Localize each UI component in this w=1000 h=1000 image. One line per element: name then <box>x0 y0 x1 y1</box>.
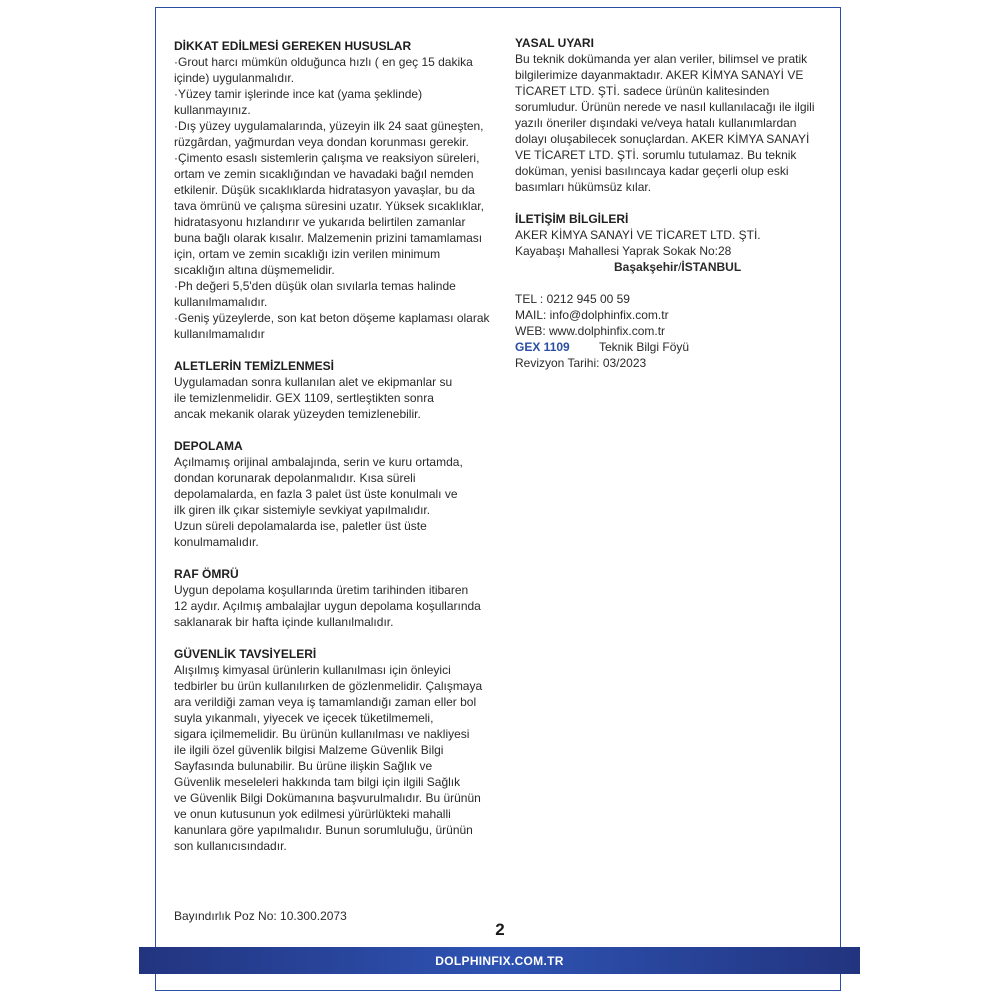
legal-text: Bu teknik dokümanda yer alan veriler, bilimsel ve pratik bilgilerimize dayanmaktadır. AKER KİMYA SANAYİ VE TİCARET LTD. ŞTİ. sadece ürünün kalitesinden sorumludur. Ürünün nerede ve nasıl kullanılacağı ile ilgili yazılı öneriler dışındaki ve/veya hatalı kullanımlardan dolayı oluşabilecek sonuçlardan. AKER KİMYA SANAYİ VE TİCARET LTD. ŞTİ. sorumlu tutulamaz. Bu teknik doküman, yenisi basılıncaya kadar geçerli olup eski basımları hükümsüz kılar. <box>515 52 815 194</box>
address-line: Kayabaşı Mahallesi Yaprak Sokak No:28 <box>515 244 732 258</box>
section-heading: GÜVENLİK TAVSİYELERİ <box>174 647 317 661</box>
section-text: Alışılmış kimyasal ürünlerin kullanılması için önleyici tedbirler bu ürün kullanılırken de gözlenmelidir. Çalışmaya ara verildiği zaman veya iş tamamlandığı zaman eller bol suyla yıkanmalı, yiyecek ve içecek tüketilmemeli, sigara içilmemelidir. Bu ürünün kullanılması ve nakliyesi ile ilgili özel güvenlik bilgisi Malzeme Güvenlik Bilgi Sayfasında bulunabilir. Bu ürüne ilişkin Sağlık ve Güvenlik meseleleri hakkında tam bilgi için ilgili Sağlık ve Güvenlik Bilgi Dokümanına başvurulmalıdır. Bu ürünün ve onun kutusunun yok edilmesi yürürlükteki mahalli kanunlara göre yapılmalıdır. Bunun sorumluluğu, ürünün son kullanıcısındadır. <box>174 663 483 853</box>
section-storage <box>174 438 504 550</box>
district: Başakşehir <box>614 260 679 274</box>
section-safety <box>174 646 504 854</box>
footer-website-link[interactable]: DOLPHINFIX.COM.TR <box>435 953 564 968</box>
spacer <box>515 275 835 291</box>
section-contact <box>515 211 835 371</box>
revision-date: Revizyon Tarihi: 03/2023 <box>515 356 647 370</box>
section-text: Açılmamış orijinal ambalajında, serin ve kuru ortamda, dondan korunarak depolanmalıdır. Kısa süreli depolamalarda, en fazla 3 palet üst üste konulmalı ve ilk giren ilk çıkar sistemiyle sevkiyat yapılmalıdır. Uzun süreli depolamalarda ise, paletler üst üste konulmamalıdır. <box>174 455 463 549</box>
section-text: Uygulamadan sonra kullanılan alet ve ekipmanlar su ile temizlenmelidir. GEX 1109, sertleştikten sonra ancak mekanik olarak yüzeyden temizlenebilir. <box>174 375 453 421</box>
contact-heading: İLETİŞİM BİLGİLERİ <box>515 212 629 226</box>
section-legal <box>515 35 835 195</box>
section-heading: ALETLERİN TEMİZLENMESİ <box>174 359 334 373</box>
section-text: Uygun depolama koşullarında üretim tarihinden itibaren 12 aydır. Açılmış ambalajlar uygun depolama koşullarında saklanarak bir hafta içinde kullanılmalıdır. <box>174 583 481 629</box>
website: WEB: www.dolphinfix.com.tr <box>515 324 666 338</box>
section-heading: RAF ÖMRÜ <box>174 567 239 581</box>
legal-heading: YASAL UYARI <box>515 36 594 50</box>
document-type: Teknik Bilgi Föyü <box>599 340 690 354</box>
city-line <box>515 259 835 275</box>
right-column <box>515 35 835 387</box>
section-precautions <box>174 38 504 342</box>
bayindirlik-poz-no: Bayındırlık Poz No: 10.300.2073 <box>174 909 347 923</box>
section-tool-cleaning <box>174 358 504 422</box>
product-line <box>515 339 835 355</box>
company-name: AKER KİMYA SANAYİ VE TİCARET LTD. ŞTİ. <box>515 228 761 242</box>
section-text: ·Grout harcı mümkün olduğunca hızlı ( en geç 15 dakika içinde) uygulanmalıdır. ·Yüzey tamir işlerinde ince kat (yama şeklinde) kullanmayınız. ·Dış yüzey uygulamalarında, yüzeyin ilk 24 saat güneşten, rüzgârdan, yağmurdan veya dondan korunması gerekir. ·Çimento esaslı sistemlerin çalışma ve reaksiyon süreleri, ortam ve zemin sıcaklığından ve havadaki bağıl nemden etkilenir. Düşük sıcaklıklarda hidratasyon yavaşlar, bu da tava ömrünü ve çalışma süresini uzatır. Yüksek sıcaklıklar, hidratasyonu hızlandırır ve yukarıda belirtilen zamanlar buna bağlı olarak kısalır. Malzemenin prizini tamamlaması için, ortam ve zemin sıcaklığı izin verilen minimum sıcaklığın altına düşmemelidir. ·Ph değeri 5,5'den düşük olan sıvılarla temas halinde kullanılmamalıdır. ·Geniş yüzeylerde, son kat beton döşeme kaplaması olarak kullanılmamalıdır <box>174 55 490 341</box>
section-shelf-life <box>174 566 504 630</box>
city-separator: / <box>678 260 682 274</box>
email: MAIL: info@dolphinfix.com.tr <box>515 308 669 322</box>
page-number: 2 <box>495 920 505 939</box>
city: İSTANBUL <box>681 260 742 274</box>
phone: TEL : 0212 945 00 59 <box>515 292 630 306</box>
left-column <box>174 38 504 870</box>
footer-bar <box>139 947 860 974</box>
section-heading: DİKKAT EDİLMESİ GEREKEN HUSUSLAR <box>174 39 412 53</box>
product-code: GEX 1109 <box>515 340 570 354</box>
section-heading: DEPOLAMA <box>174 439 243 453</box>
